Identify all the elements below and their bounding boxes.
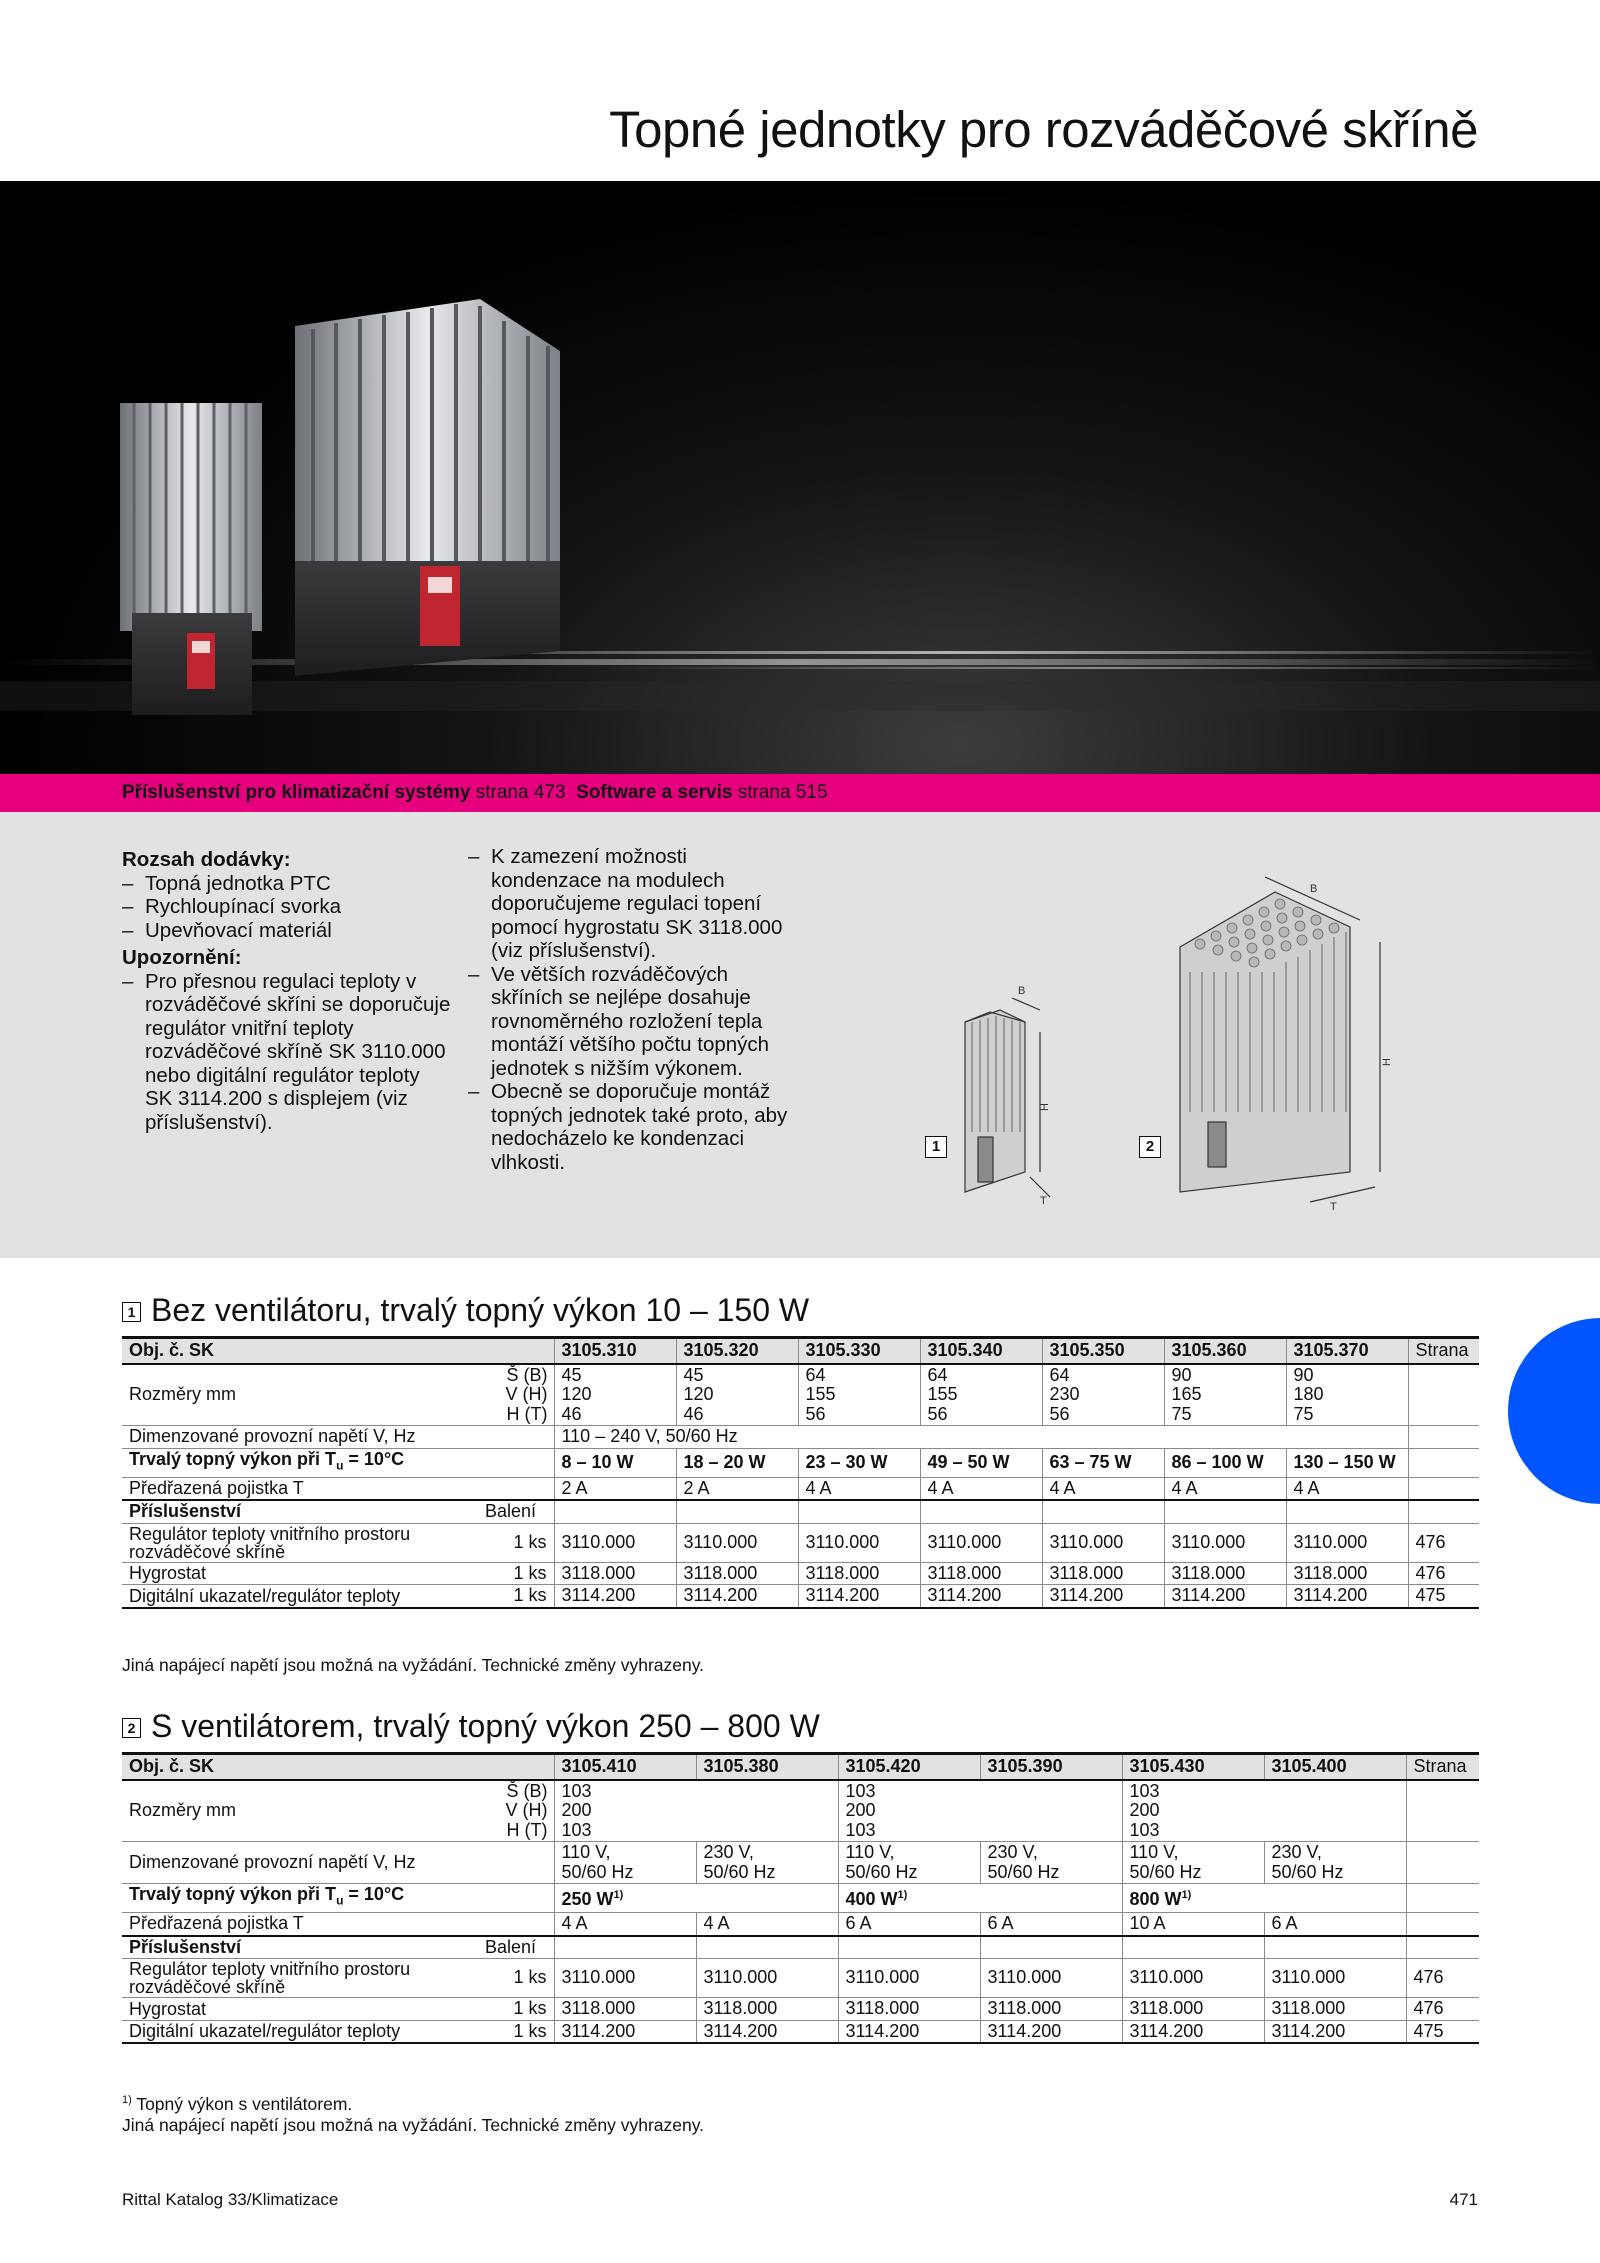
table-row <box>122 1426 1479 1449</box>
power-value: 86 – 100 W <box>1164 1448 1286 1477</box>
accessory-code[interactable]: 3118.000 <box>920 1562 1042 1585</box>
table-header-row <box>122 1338 1479 1364</box>
accessory-code[interactable]: 3118.000 <box>980 1998 1122 2021</box>
section-2-notes <box>122 2090 704 2136</box>
accessory-row <box>122 1585 1479 1608</box>
accessories-page: strana 473 <box>475 782 566 803</box>
accessory-bar <box>0 774 1600 812</box>
accessory-name: Regulátor teploty vnitřního prostoru rozváděčové skříně <box>122 1523 478 1562</box>
column-header-model: 3105.310 <box>554 1338 676 1364</box>
column-header-model: 3105.320 <box>676 1338 798 1364</box>
accessory-code[interactable]: 3110.000 <box>1042 1523 1164 1562</box>
accessory-code[interactable]: 3114.200 <box>1264 2020 1406 2043</box>
section-number-badge: 1 <box>122 1302 141 1322</box>
dimension-drawings <box>900 832 1420 1252</box>
figure-label-1: 1 <box>925 1136 947 1158</box>
empty-cell <box>696 1936 838 1959</box>
dim-label-t: T <box>1040 1195 1047 1207</box>
accessories-label: Příslušenství <box>122 1500 478 1523</box>
notice-heading: Upozornění: <box>122 946 242 969</box>
voltage-value: 110 – 240 V, 50/60 Hz <box>554 1426 1408 1449</box>
accessory-code[interactable]: 3118.000 <box>1286 1562 1408 1585</box>
empty-cell <box>1042 1500 1164 1523</box>
accessory-qty: 1 ks <box>478 1585 554 1608</box>
accessory-code[interactable]: 3118.000 <box>554 1562 676 1585</box>
voltage-value: 230 V, 50/60 Hz <box>696 1842 838 1884</box>
chapter-tab-marker <box>1508 1318 1600 1504</box>
accessory-page-ref[interactable]: 475 <box>1408 1585 1479 1608</box>
dim-label-h-large: H <box>1381 1058 1393 1066</box>
column-header-model: 3105.340 <box>920 1338 1042 1364</box>
accessory-code[interactable]: 3114.200 <box>676 1585 798 1608</box>
page-cell <box>1408 1477 1479 1500</box>
voltage-value: 110 V, 50/60 Hz <box>1122 1842 1264 1884</box>
page-cell <box>1406 1842 1479 1884</box>
dimension-values: 64 155 56 <box>798 1364 920 1426</box>
accessory-code[interactable]: 3118.000 <box>1122 1998 1264 2021</box>
accessory-qty: 1 ks <box>478 1959 554 1998</box>
page-cell <box>1408 1364 1479 1426</box>
voltage-label: Dimenzované provozní napětí V, Hz <box>122 1842 554 1884</box>
fuse-value: 10 A <box>1122 1913 1264 1936</box>
column-header-page: Strana <box>1406 1754 1479 1780</box>
page-cell <box>1406 1884 1479 1913</box>
accessory-page-ref[interactable]: 476 <box>1406 1959 1479 1998</box>
power-label: Trvalý topný výkon při $T_u = 10^\circ C$ <box>122 1884 554 1913</box>
power-label: Trvalý topný výkon při $T_u = 10^\circ C$ <box>122 1448 554 1477</box>
accessory-page-ref[interactable]: 476 <box>1408 1562 1479 1585</box>
voltage-value: 230 V, 50/60 Hz <box>980 1842 1122 1884</box>
accessory-code[interactable]: 3114.200 <box>554 2020 696 2043</box>
dimension-values: 45 120 46 <box>554 1364 676 1426</box>
subscript: u <box>336 1458 344 1473</box>
table-row <box>122 1448 1479 1477</box>
page-cell <box>1408 1426 1479 1449</box>
section-2-title <box>122 1708 820 1745</box>
accessory-code[interactable]: 3110.000 <box>838 1959 980 1998</box>
accessory-row <box>122 2020 1479 2043</box>
footer-catalog: Rittal Katalog 33/Klimatizace <box>122 2190 339 2209</box>
column-header-model: 3105.420 <box>838 1754 980 1780</box>
page-cell <box>1408 1448 1479 1477</box>
fuse-label: Předřazená pojistka T <box>122 1477 554 1500</box>
list-item: – Rychloupínací svorka <box>122 895 452 919</box>
accessory-qty: 1 ks <box>478 1523 554 1562</box>
empty-cell <box>798 1500 920 1523</box>
accessory-code[interactable]: 3118.000 <box>676 1562 798 1585</box>
voltage-value: 110 V, 50/60 Hz <box>554 1842 696 1884</box>
empty-cell <box>676 1500 798 1523</box>
voltage-value: 110 V, 50/60 Hz <box>838 1842 980 1884</box>
voltage-label: Dimenzované provozní napětí V, Hz <box>122 1426 554 1449</box>
hero-product-photo <box>0 181 1600 774</box>
accessory-row <box>122 1959 1479 1998</box>
drawing-large-heater <box>1180 877 1380 1202</box>
accessory-row <box>122 1562 1479 1585</box>
fuse-value: 2 A <box>676 1477 798 1500</box>
accessories-link[interactable]: Příslušenství pro klimatizační systémy <box>122 782 471 803</box>
list-item: – Upevňovací materiál <box>122 919 452 943</box>
fuse-value: 4 A <box>1164 1477 1286 1500</box>
accessory-name: Digitální ukazatel/regulátor teploty <box>122 2020 478 2043</box>
column-header-model: 3105.410 <box>554 1754 696 1780</box>
column-header-order-no: Obj. č. SK <box>122 1338 554 1364</box>
dim-label-b: B <box>1018 985 1026 997</box>
dim-label-t-large: T <box>1330 1201 1337 1213</box>
column-header-model: 3105.430 <box>1122 1754 1264 1780</box>
column-header-model: 3105.350 <box>1042 1338 1164 1364</box>
column-header-model: 3105.330 <box>798 1338 920 1364</box>
power-value: 18 – 20 W <box>676 1448 798 1477</box>
page-cell <box>1406 1780 1479 1842</box>
empty-cell <box>980 1936 1122 1959</box>
accessories-header-row <box>122 1936 1479 1959</box>
table-row <box>122 1364 1479 1426</box>
footnote-text: Topný výkon s ventilátorem. <box>131 2093 353 2114</box>
dimension-values: 64 155 56 <box>920 1364 1042 1426</box>
packaging-label: Balení <box>478 1500 554 1523</box>
empty-cell <box>1122 1936 1264 1959</box>
voltage-value: 230 V, 50/60 Hz <box>1264 1842 1406 1884</box>
accessory-code[interactable]: 3110.000 <box>980 1959 1122 1998</box>
large-heater-photo <box>295 299 560 676</box>
notice-list-continued <box>468 845 798 1174</box>
column-header-model: 3105.370 <box>1286 1338 1408 1364</box>
list-item: – Topná jednotka PTC <box>122 872 452 896</box>
accessory-code[interactable]: 3110.000 <box>554 1959 696 1998</box>
drawing-small-heater <box>965 998 1050 1197</box>
accessory-code[interactable]: 3118.000 <box>798 1562 920 1585</box>
footnote <box>122 2090 704 2115</box>
accessory-code[interactable]: 3118.000 <box>1264 1998 1406 2021</box>
dimension-values: 90 180 75 <box>1286 1364 1408 1426</box>
dimension-keys: Š (B) V (H) H (T) <box>505 1780 548 1840</box>
page-number: 471 <box>1449 2190 1478 2209</box>
info-box <box>0 812 1600 1258</box>
fuse-value: 4 A <box>1286 1477 1408 1500</box>
empty-cell <box>1164 1500 1286 1523</box>
accessory-code[interactable]: 3114.200 <box>1042 1585 1164 1608</box>
fuse-value: 6 A <box>1264 1913 1406 1936</box>
info-column-right <box>468 845 798 1174</box>
figure-label-2: 2 <box>1139 1136 1161 1158</box>
dimension-values: 64 230 56 <box>1042 1364 1164 1426</box>
power-value: 23 – 30 W <box>798 1448 920 1477</box>
accessory-code[interactable]: 3114.200 <box>920 1585 1042 1608</box>
list-item: – Obecně se doporučuje montáž topných jednotek také proto, aby nedocházelo ke kondenzaci vlhkosti. <box>468 1080 798 1174</box>
power-value: 49 – 50 W <box>920 1448 1042 1477</box>
table-row <box>122 1780 1479 1842</box>
dimension-keys: Š (B) V (H) H (T) <box>505 1364 548 1424</box>
notice-list <box>122 970 452 1135</box>
column-header-model: 3105.360 <box>1164 1338 1286 1364</box>
footnote-mark: 1) <box>1181 1889 1192 1902</box>
accessory-code[interactable]: 3114.200 <box>554 1585 676 1608</box>
power-value: 800 $W^{1)}$ <box>1122 1884 1406 1913</box>
accessory-page-ref[interactable]: 475 <box>1406 2020 1479 2043</box>
spec-table-section-2 <box>122 1752 1479 2044</box>
accessory-name: Regulátor teploty vnitřního prostoru rozváděčové skříně <box>122 1959 478 1998</box>
subscript: u <box>336 1893 344 1908</box>
fuse-value: 4 A <box>554 1913 696 1936</box>
empty-cell <box>1264 1936 1406 1959</box>
column-header-order-no: Obj. č. SK <box>122 1754 554 1780</box>
accessory-code[interactable]: 3114.200 <box>1122 2020 1264 2043</box>
dim-label-h: H <box>1039 1103 1051 1111</box>
section-title-text: S ventilátorem, trvalý topný výkon 250 – 800 W <box>151 1708 820 1744</box>
empty-cell <box>554 1500 676 1523</box>
accessory-row <box>122 1998 1479 2021</box>
list-item: – K zamezení možnosti kondenzace na modulech doporučujeme regulaci topení pomocí hygrostatu SK 3118.000 (viz příslušenství). <box>468 845 798 963</box>
table-row <box>122 1884 1479 1913</box>
fuse-value: 4 A <box>696 1913 838 1936</box>
power-value: 63 – 75 W <box>1042 1448 1164 1477</box>
accessory-code[interactable]: 3110.000 <box>676 1523 798 1562</box>
software-page: strana 515 <box>737 782 828 803</box>
footnote-mark: 1) <box>613 1889 624 1902</box>
accessory-code[interactable]: 3118.000 <box>696 1998 838 2021</box>
accessory-code[interactable]: 3114.200 <box>696 2020 838 2043</box>
dimension-values: 103 200 103 <box>1122 1780 1406 1842</box>
dimension-values: 90 165 75 <box>1164 1364 1286 1426</box>
accessory-qty: 1 ks <box>478 1998 554 2021</box>
dim-label-b-large: B <box>1310 883 1318 895</box>
column-header-model: 3105.400 <box>1264 1754 1406 1780</box>
fuse-value: 4 A <box>1042 1477 1164 1500</box>
accessory-code[interactable]: 3118.000 <box>1164 1562 1286 1585</box>
section-2-note: Jiná napájecí napětí jsou možná na vyžádání. Technické změny vyhrazeny. <box>122 2114 705 2135</box>
accessory-page-ref[interactable]: 476 <box>1406 1998 1479 2021</box>
list-item: – Ve větších rozváděčových skříních se nejlépe dosahuje rovnoměrného rozložení tepla montáží většího počtu topných jednotek s nižším výkonem. <box>468 963 798 1081</box>
page-cell <box>1408 1500 1479 1523</box>
accessories-header-row <box>122 1500 1479 1523</box>
column-header-page: Strana <box>1408 1338 1479 1364</box>
accessory-code[interactable]: 3110.000 <box>1264 1959 1406 1998</box>
accessory-code[interactable]: 3110.000 <box>1164 1523 1286 1562</box>
empty-cell <box>838 1936 980 1959</box>
power-value: 8 – 10 W <box>554 1448 676 1477</box>
fuse-label: Předřazená pojistka T <box>122 1913 554 1936</box>
column-header-model: 3105.390 <box>980 1754 1122 1780</box>
info-column-left <box>122 848 452 1134</box>
accessory-code[interactable]: 3110.000 <box>920 1523 1042 1562</box>
column-header-model: 3105.380 <box>696 1754 838 1780</box>
accessory-qty: 1 ks <box>478 2020 554 2043</box>
empty-cell <box>554 1936 696 1959</box>
list-item: – Pro přesnou regulaci teploty v rozváděčové skříni se doporučuje regulátor vnitřní teploty rozváděčové skříně SK 3110.000 nebo digitální regulátor teploty SK 3114.200 s displejem (viz příslušenství). <box>122 970 452 1135</box>
empty-cell <box>1286 1500 1408 1523</box>
fuse-value: 4 A <box>798 1477 920 1500</box>
dimension-values: 103 200 103 <box>838 1780 1122 1842</box>
software-link[interactable]: Software a servis <box>576 782 733 803</box>
accessory-code[interactable]: 3114.200 <box>980 2020 1122 2043</box>
accessory-name: Hygrostat <box>122 1998 478 2021</box>
packaging-label: Balení <box>478 1936 554 1959</box>
accessory-code[interactable]: 3118.000 <box>554 1998 696 2021</box>
footnote-mark: 1) <box>122 2094 132 2106</box>
accessory-code[interactable]: 3114.200 <box>838 2020 980 2043</box>
fuse-value: 4 A <box>920 1477 1042 1500</box>
section-1-note: Jiná napájecí napětí jsou možná na vyžádání. Technické změny vyhrazeny. <box>122 1655 705 1675</box>
accessory-code[interactable]: 3110.000 <box>798 1523 920 1562</box>
accessory-code[interactable]: 3114.200 <box>1286 1585 1408 1608</box>
accessory-row <box>122 1523 1479 1562</box>
table-row <box>122 1842 1479 1884</box>
accessory-code[interactable]: 3110.000 <box>696 1959 838 1998</box>
section-number-badge: 2 <box>122 1718 141 1738</box>
table-row <box>122 1477 1479 1500</box>
page-title: Topné jednotky pro rozváděčové skříně <box>609 101 1478 158</box>
scope-heading: Rozsah dodávky: <box>122 848 291 871</box>
accessory-code[interactable]: 3114.200 <box>798 1585 920 1608</box>
fuse-value: 6 A <box>980 1913 1122 1936</box>
table-row <box>122 1913 1479 1936</box>
small-heater-photo <box>120 403 262 715</box>
accessory-code[interactable]: 3110.000 <box>1122 1959 1264 1998</box>
accessory-code[interactable]: 3110.000 <box>1286 1523 1408 1562</box>
table-header-row <box>122 1754 1479 1780</box>
accessory-name: Digitální ukazatel/regulátor teploty <box>122 1585 478 1608</box>
power-value: 130 – 150 W <box>1286 1448 1408 1477</box>
section-title-text: Bez ventilátoru, trvalý topný výkon 10 – 150 W <box>151 1292 810 1328</box>
heater-units-illustration <box>0 181 1600 774</box>
accessory-name: Hygrostat <box>122 1562 478 1585</box>
page-cell <box>1406 1936 1479 1959</box>
accessory-page-ref[interactable]: 476 <box>1408 1523 1479 1562</box>
power-value: 250 $W^{1)}$ <box>554 1884 838 1913</box>
fuse-value: 2 A <box>554 1477 676 1500</box>
dimensions-label: Rozměry mm <box>129 1800 236 1820</box>
accessory-code[interactable]: 3110.000 <box>554 1523 676 1562</box>
accessory-code[interactable]: 3118.000 <box>838 1998 980 2021</box>
dimension-values: 103 200 103 <box>554 1780 838 1842</box>
page-cell <box>1406 1913 1479 1936</box>
dimensions-label: Rozměry mm <box>129 1384 236 1404</box>
fuse-value: 6 A <box>838 1913 980 1936</box>
accessories-label: Příslušenství <box>122 1936 478 1959</box>
accessory-qty: 1 ks <box>478 1562 554 1585</box>
scope-list <box>122 872 452 943</box>
spec-table-section-1 <box>122 1336 1479 1609</box>
power-value: 400 $W^{1)}$ <box>838 1884 1122 1913</box>
footnote-mark: 1) <box>897 1889 908 1902</box>
accessory-code[interactable]: 3118.000 <box>1042 1562 1164 1585</box>
accessory-code[interactable]: 3114.200 <box>1164 1585 1286 1608</box>
dimension-values: 45 120 46 <box>676 1364 798 1426</box>
empty-cell <box>920 1500 1042 1523</box>
section-1-title <box>122 1292 809 1329</box>
